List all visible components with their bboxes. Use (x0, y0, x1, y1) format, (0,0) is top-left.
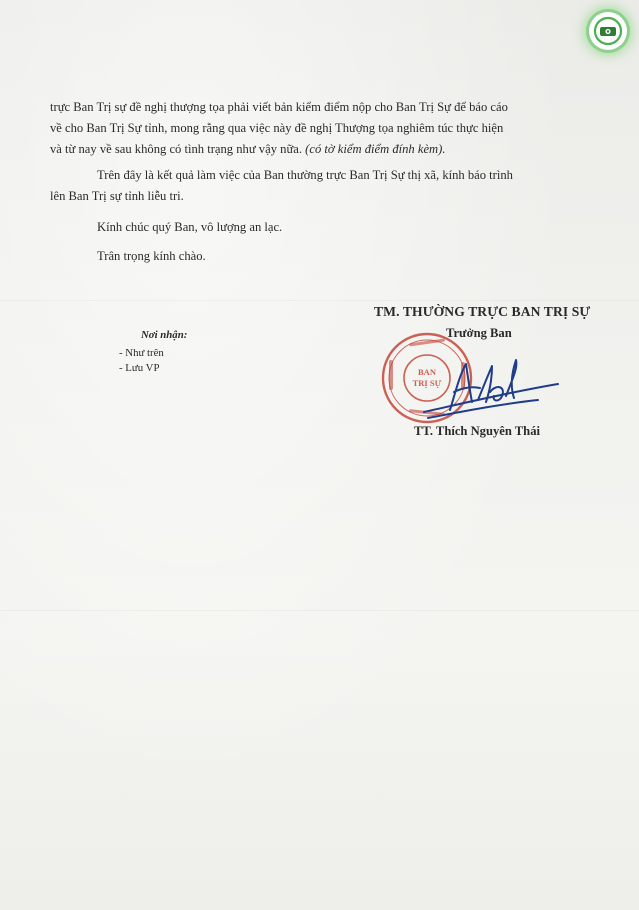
text-line: Trên đây là kết quả làm việc của Ban thường trực Ban Trị Sự thị xã, kính báo trình (97, 168, 513, 182)
recipient-item: - Như trên (119, 347, 164, 359)
svg-text:BAN: BAN (418, 367, 436, 377)
text-line: trực Ban Trị sự đề nghị thượng tọa phải viết bản kiểm điểm nộp cho Ban Trị Sự để báo cáo (50, 100, 508, 114)
paper-fold-line (0, 300, 639, 301)
paragraph-wishes: Kính chúc quý Ban, vô lượng an lạc. (97, 220, 283, 234)
attachment-note: (có tờ kiểm điểm đính kèm). (305, 142, 446, 156)
paragraph-conclusion (50, 167, 513, 205)
signature-org-title: TM. THƯỜNG TRỰC BAN TRỊ SỰ (374, 304, 591, 319)
handwritten-signature (420, 352, 562, 422)
shield-check-icon[interactable] (589, 12, 627, 50)
text-line: về cho Ban Trị Sự tỉnh, mong rằng qua việc này đề nghị Thượng tọa nghiêm túc thực hiện (50, 121, 504, 135)
text-line-main: và từ nay về sau không có tình trạng như vậy nữa. (50, 142, 303, 156)
paragraph-closing: Trân trọng kính chào. (97, 249, 206, 263)
paragraph-report-continuation (50, 99, 508, 158)
recipients-title: Nơi nhận: (141, 329, 188, 341)
recipients-list (119, 346, 164, 376)
svg-text:TRỊ SỰ: TRỊ SỰ (412, 378, 442, 388)
signature-role: Trưởng Ban (446, 326, 512, 340)
text-line (50, 141, 508, 158)
paper-fold-line (0, 610, 639, 611)
recipient-item: - Lưu VP (119, 362, 160, 374)
text-line: lên Ban Trị sự tỉnh liễu tri. (50, 189, 184, 203)
signer-name: TT. Thích Nguyên Thái (414, 424, 540, 438)
